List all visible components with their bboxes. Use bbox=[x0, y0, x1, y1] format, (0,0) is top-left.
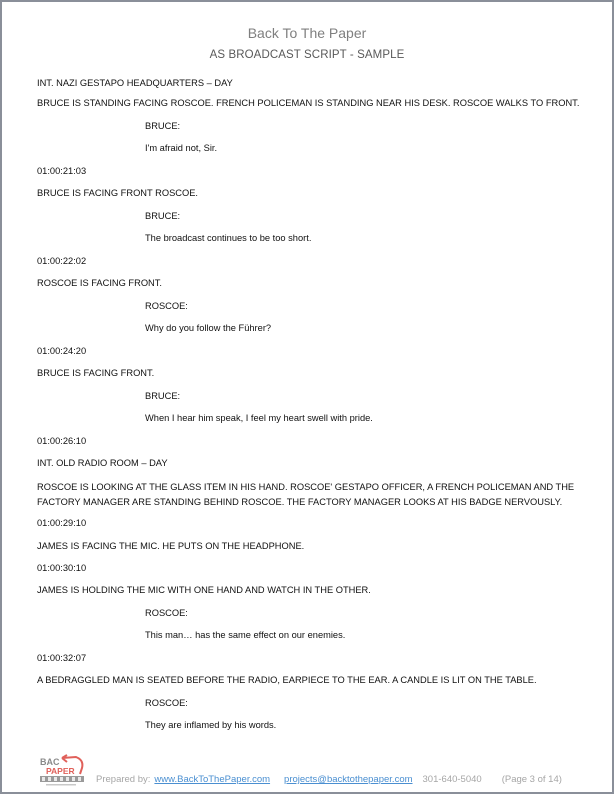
dialogue-line: When I hear him speak, I feel my heart swell with pride. bbox=[145, 413, 373, 423]
prepared-by-label: Prepared by: bbox=[96, 774, 151, 785]
dialogue-line: I'm afraid not, Sir. bbox=[145, 143, 218, 153]
action-line: ROSCOE IS LOOKING AT THE GLASS ITEM IN HIS HAND. ROSCOE' GESTAPO OFFICER, A FRENCH POLICEMAN AND THE FACTORY MANAGER ARE STANDING BEHIND ROSCOE. THE FACTORY MANAGER LOOKS AT HIS BADGE NERVOUSLY. bbox=[37, 482, 575, 507]
svg-text:BAC: BAC bbox=[40, 757, 60, 767]
back-to-the-paper-logo bbox=[38, 754, 92, 788]
scene-heading: INT. OLD RADIO ROOM – DAY bbox=[37, 458, 168, 468]
character-name: BRUCE: bbox=[145, 391, 181, 401]
dialogue-line: This man… has the same effect on our enemies. bbox=[145, 630, 346, 640]
action-line: A BEDRAGGLED MAN IS SEATED BEFORE THE RADIO, EARPIECE TO THE EAR. A CANDLE IS LIT ON THE TABLE. bbox=[37, 675, 537, 685]
dialogue-line: They are inflamed by his words. bbox=[145, 720, 277, 730]
action-line: BRUCE IS STANDING FACING ROSCOE. FRENCH POLICEMAN IS STANDING NEAR HIS DESK. ROSCOE WALKS TO FRONT. bbox=[37, 98, 580, 108]
timecode: 01:00:24:20 bbox=[37, 346, 87, 356]
character-name: ROSCOE: bbox=[145, 698, 188, 708]
document-subtitle: AS BROADCAST SCRIPT - SAMPLE bbox=[209, 49, 405, 61]
timecode: 01:00:32:07 bbox=[37, 653, 87, 663]
website-link[interactable]: www.BackToThePaper.com bbox=[154, 774, 271, 785]
email-link[interactable]: projects@backtothepaper.com bbox=[284, 774, 413, 785]
dialogue-line: The broadcast continues to be too short. bbox=[145, 233, 312, 243]
page-indicator: (Page 3 of 14) bbox=[501, 774, 562, 785]
phone-number: 301-640-5040 bbox=[422, 774, 482, 785]
document-title: Back To The Paper bbox=[247, 25, 367, 41]
timecode: 01:00:22:02 bbox=[37, 256, 87, 266]
action-line: ROSCOE IS FACING FRONT. bbox=[37, 278, 163, 288]
page-footer bbox=[96, 774, 562, 785]
timecode: 01:00:26:10 bbox=[37, 436, 87, 446]
action-line: BRUCE IS FACING FRONT ROSCOE. bbox=[37, 188, 198, 198]
character-name: ROSCOE: bbox=[145, 608, 188, 618]
action-line: JAMES IS HOLDING THE MIC WITH ONE HAND AND WATCH IN THE OTHER. bbox=[37, 585, 371, 595]
timecode: 01:00:21:03 bbox=[37, 166, 87, 176]
svg-text:PAPER: PAPER bbox=[46, 766, 75, 776]
dialogue-line: Why do you follow the Führer? bbox=[145, 323, 272, 333]
action-line: JAMES IS FACING THE MIC. HE PUTS ON THE HEADPHONE. bbox=[37, 541, 305, 551]
character-name: BRUCE: bbox=[145, 121, 181, 131]
character-name: ROSCOE: bbox=[145, 301, 188, 311]
scene-heading: INT. NAZI GESTAPO HEADQUARTERS – DAY bbox=[37, 78, 233, 88]
timecode: 01:00:30:10 bbox=[37, 563, 87, 573]
timecode: 01:00:29:10 bbox=[37, 518, 87, 528]
character-name: BRUCE: bbox=[145, 211, 181, 221]
action-line: BRUCE IS FACING FRONT. bbox=[37, 368, 155, 378]
